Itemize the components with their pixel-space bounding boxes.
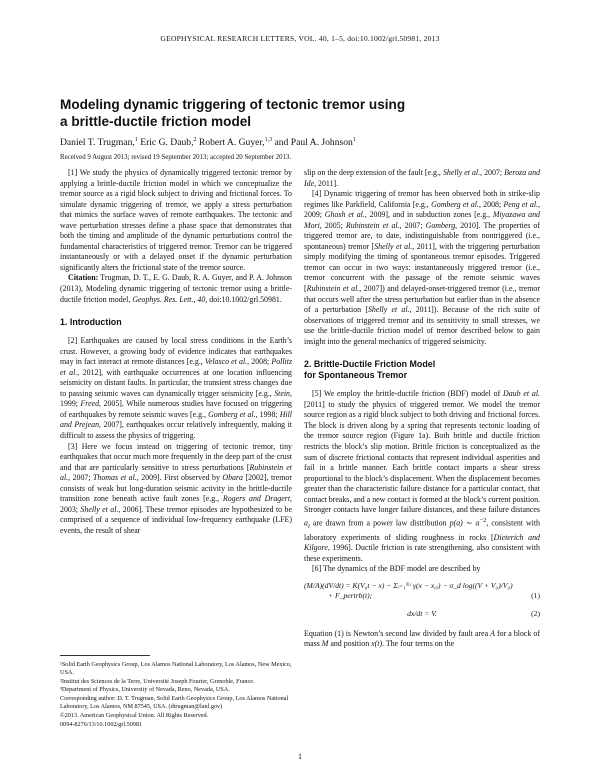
author-4-affil: 1	[352, 137, 356, 143]
equation-2: dx/dt = V. (2)	[407, 608, 540, 618]
paragraph-2: [2] Earthquakes are caused by local stress conditions in the Earth’s crust. However, a growing body of evidence indicates that earthquakes may in fact interact at remote distances [e.g., Velasco et al., 2008; Pollitz et al., 2012], with earthquake occurrences at one location influencing seismicity on distant faults. In particular, the transient stress changes due to passing seismic waves can dynamically trigger seismicity [e.g., Stein, 1999; Freed, 2005]. While numerous studies have focused on triggering of earthquakes by remote seismic waves [e.g., Gomberg et al., 1998; Hill and Prejean, 2007], earthquakes occur relatively infrequently, making it difficult to assess the physics of triggering.	[60, 336, 293, 441]
received-dates: Received 9 August 2013; revised 19 September 2013; accepted 20 September 2013.	[60, 154, 292, 161]
author-4: and Paul A. Johnson	[274, 137, 353, 149]
title-line-1: Modeling dynamic triggering of tectonic tremor using	[60, 97, 406, 112]
footnote-3: ³Department of Physics, University of Nevada, Reno, Nevada, USA.	[60, 686, 230, 694]
author-2: Eric G. Daub,	[140, 137, 194, 149]
corresponding-author: Corresponding author: D. T. Trugman, Solid Earth Geophysics Group, Los Alamos National Laboratory, Los Alamos, NM 87545, USA. (dtrugman@lanl.gov)	[60, 695, 289, 710]
author-1-affil: 1	[134, 137, 138, 143]
page-number: 1	[298, 752, 302, 761]
author-3-affil: 1,3	[264, 137, 273, 143]
equation-1: (M/A)(dV/dt) = K(V₀t − x) − Σᵢ₌₁ᴺᶜ γ(x − x₀ᵢ) − σ_d log((V + V₀)/V₀) + F_pertrb(t); (1)	[304, 580, 540, 601]
citation: Citation: Trugman, D. T., E. G. Daub, R. A. Guyer, and P. A. Johnson (2013), Modeling dynamic triggering of tectonic tremor using a brittle-ductile friction model, Geophys. Res. Lett., 40, doi:10.1002/grl.50981.	[60, 273, 292, 304]
equation-2-number: (2)	[531, 608, 540, 618]
author-2-affil: 2	[193, 137, 197, 143]
paragraph-6: [6] The dynamics of the BDF model are described by	[312, 564, 481, 574]
paragraph-5: [5] We employ the brittle-ductile friction (BDF) model of Daub et al. [2011] to study the physics of triggered tremor. We model the tremor source region as a rigid block subject to both driving and frictional forces. The block is driven along by a spring that represents tectonic loading of the tremor source region (Figure 1a). Both brittle and ductile friction restricts the block’s slip motion. Brittle friction is conceptualized as the sum of discrete frictional contacts that represent individual asperities and fail in a brittle manner. Each brittle contact imparts a shear stress proportional to the block’s displacement. When the displacement becomes greater than the characteristic failure distance for a particular contact, that contact breaks, and a new contact is formed at the block’s current position. Stronger contacts have longer failure distances, and these failure distances $a_i$ are drawn from a power law distribution p(a) ∼ $a^{-2}$, consistent with laboratory experiments of sliding roughness in rocks [Dieterich and Kilgore, 1996]. Ductile friction is rate strengthening, also consistent with these experiments.	[304, 389, 541, 563]
right-column	[304, 168, 540, 650]
author-1: Daniel T. Trugman,	[60, 137, 135, 149]
issn: 0094-8276/13/10.1002/grl.50981	[60, 720, 143, 728]
running-header: GEOPHYSICAL RESEARCH LETTERS, VOL. 40, 1–5, doi:10.1002/grl.50981, 2013	[160, 34, 440, 43]
footnote-1: ¹Solid Earth Geophysics Group, Los Alamos National Laboratory, Los Alamos, New Mexico, USA.	[60, 661, 292, 676]
author-list	[60, 137, 550, 148]
footnotes	[60, 655, 292, 729]
copyright: ©2013. American Geophysical Union. All Rights Reserved.	[60, 711, 209, 719]
paragraph-after-equations: Equation (1) is Newton’s second law divided by fault area A for a block of mass M and position x(t). The four terms on the	[304, 628, 540, 649]
title-line-2: a brittle-ductile friction model	[60, 114, 252, 129]
paragraph-4: [4] Dynamic triggering of tremor has been observed both in strike-slip regimes like Parkfield, California [e.g., Gomberg et al., 2008; Peng et al., 2009; Ghosh et al., 2009], and in subduction zones [e.g., Miyazawa and Mori, 2005; Rubinstein et al., 2007; Gomberg, 2010]. The properties of triggered tremor are, to date, indistinguishable from nontriggered (i.e., spontaneous) tremor [Shelly et al., 2011], with the triggering perturbation simply modifying the timing of spontaneous tremor episodes. Triggered tremor can occur in two ways: instantaneously triggered tremor (i.e., tremor concurrent with the passage of the remote seismic waves [Rubinstein et al., 2007]) and delayed-onset-triggered tremor (i.e., tremor that occurs well after the stress perturbation but earlier than in the absence of a perturbation [Shelly et al., 2011]). Because of the rich suite of observations of triggered tremor and its sensitivity to small stresses, we use the brittle-ductile friction model of tremor described below to gain insight into the general mechanics of triggered seismicity.	[304, 189, 541, 346]
author-3: Robert A. Guyer,	[198, 137, 265, 149]
left-column	[60, 168, 292, 537]
footnote-2: ²Institut des Sciences de la Terre, Université Joseph Fourier, Grenoble, France.	[60, 677, 255, 685]
section-2-heading: 2. Brittle-Ductile Friction Model for Spontaneous Tremor	[304, 359, 436, 381]
paper-title	[60, 96, 540, 130]
section-1-heading: 1. Introduction	[60, 317, 122, 328]
paragraph-3-continued: slip on the deep extension of the fault [e.g., Shelly et al., 2007; Beroza and Ide, 2011].	[304, 168, 541, 188]
equation-1-number: (1)	[531, 591, 540, 601]
paragraph-3: [3] Here we focus instead on triggering of tectonic tremor, tiny earthquakes that occur much more frequently in the deep part of the crust and that are particularly sensitive to stress perturbations [Rubinstein et al., 2007; Thomas et al., 2009]. First observed by Obara [2002], tremor consists of weak but long-duration seismic activity in the brittle-ductile transition zone beneath active fault zones [e.g., Rogers and Dragert, 2003; Shelly et al., 2006]. These tremor episodes are hypothesized to be comprised of a sequence of individual low-frequency earthquake (LFE) events, the result of shear	[60, 441, 293, 535]
footnote-rule	[60, 655, 150, 656]
abstract: [1] We study the physics of dynamically triggered tectonic tremor by applying a brittle-ductile friction model in which we conceptualize the tremor source as a rigid block subject to driving and frictional forces. To simulate dynamic triggering of tremor, we apply a stress perturbation that mimics the surface waves of remote earthquakes. The tectonic and wave perturbation stresses define a phase space that demonstrates that both the timing and amplitude of the dynamic perturbations control the fundamental characteristics of triggered tremor. Tremor can be triggered instantaneously or with a delayed onset if the dynamic perturbation significantly alters the frictional state of the tremor source.	[60, 168, 292, 272]
